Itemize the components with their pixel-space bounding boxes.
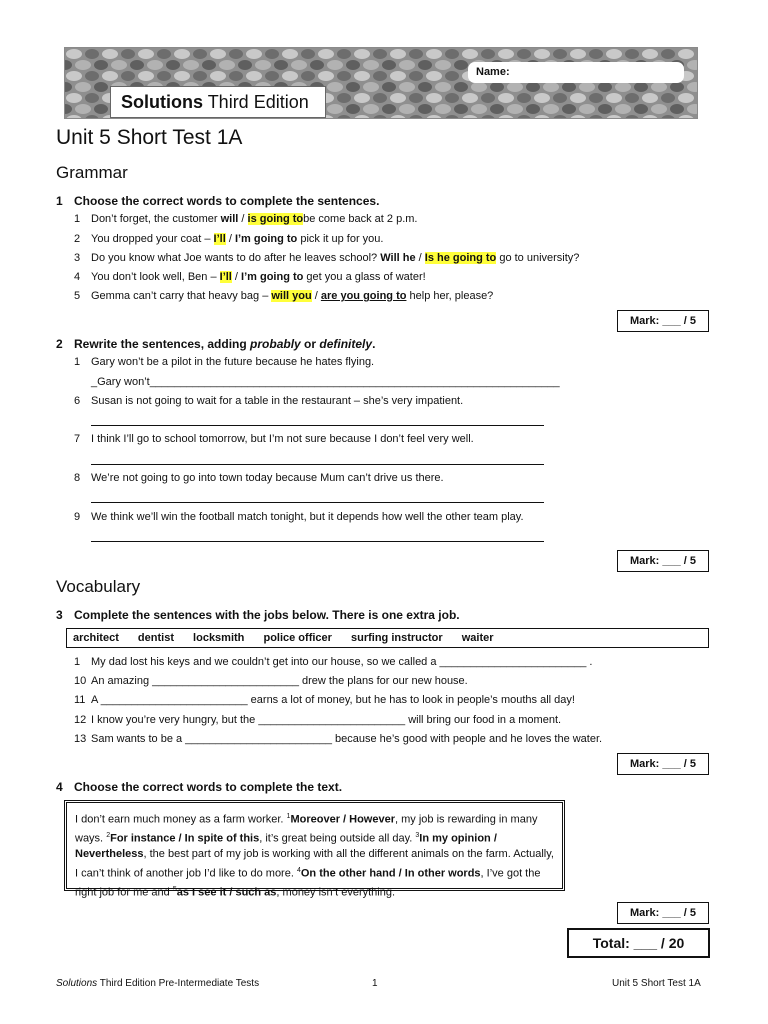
- word-bank-item: surfing instructor: [351, 632, 443, 644]
- q2-item: 7 I think I’ll go to school tomorrow, but I’m not sure because I don’t feel very well.: [74, 433, 474, 445]
- question-3-instruction: 3 Complete the sentences with the jobs below. There is one extra job.: [56, 608, 460, 622]
- q1-item: 3 Do you know what Joe wants to do after he leaves school? Will he / Is he going to go to university?: [74, 252, 580, 264]
- q1-item: 5 Gemma can’t carry that heavy bag – will you / are you going to help her, please?: [74, 290, 494, 302]
- answer-line[interactable]: [91, 540, 544, 542]
- word-bank: [66, 628, 709, 648]
- brand-logo: Solutions Third Edition: [110, 86, 326, 118]
- q2-item: 9 We think we’ll win the football match tonight, but it depends how well the other team play.: [74, 511, 524, 523]
- reading-text-box: I don’t earn much money as a farm worker. $^1$Moreover / However, my job is rewarding in many ways. $^2$For instance / In spite of this, it’s great being outside all day. $^3$In my opinion / Nevertheless, the best part of my job is working with all the different animals on the farm. Actually, I can’t think of another job I’d like to do more. $^4$On the other hand / In other words, I’ve got the right job for me and $^5$as I see it / such as, money isn’t everything.: [64, 800, 565, 891]
- name-field[interactable]: [468, 62, 684, 83]
- mark-box-q2: Mark: ___ / 5: [617, 550, 709, 572]
- name-label: Name:: [476, 66, 510, 78]
- word-bank-item: police officer: [263, 632, 332, 644]
- footer-page-number: 1: [372, 978, 378, 989]
- q2-item: 8 We’re not going to go into town today because Mum can’t drive us there.: [74, 472, 444, 484]
- q3-item: 10 An amazing ________________________ drew the plans for our new house.: [74, 675, 468, 687]
- q1-item: 4 You don’t look well, Ben – I’ll / I’m going to get you a glass of water!: [74, 271, 426, 283]
- mark-box-q1: Mark: ___ / 5: [617, 310, 709, 332]
- total-score-box: Total: ___ / 20: [567, 928, 710, 958]
- answer-line[interactable]: [91, 501, 544, 503]
- q2-answer-example: _Gary won’t___________________________________________________________________: [91, 376, 560, 388]
- mark-box-q4: Mark: ___ / 5: [617, 902, 709, 924]
- q1-item: 1 Don’t forget, the customer will / is going tobe come back at 2 p.m.: [74, 213, 418, 225]
- question-2-instruction: 2 Rewrite the sentences, adding probably or definitely.: [56, 337, 376, 351]
- q1-item: 2 You dropped your coat – I’ll / I’m going to pick it up for you.: [74, 233, 384, 245]
- mark-box-q3: Mark: ___ / 5: [617, 753, 709, 775]
- page-title: Unit 5 Short Test 1A: [56, 126, 243, 149]
- grammar-heading: Grammar: [56, 163, 128, 182]
- q3-item: 1 My dad lost his keys and we couldn’t get into our house, so we called a ________________________ .: [74, 656, 593, 668]
- question-4-instruction: 4 Choose the correct words to complete the text.: [56, 780, 343, 794]
- q2-item: 6 Susan is not going to wait for a table in the restaurant – she’s very impatient.: [74, 395, 464, 407]
- question-1-instruction: 1 Choose the correct words to complete the sentences.: [56, 194, 380, 208]
- word-bank-item: dentist: [137, 632, 174, 644]
- word-bank-item: architect: [73, 632, 119, 644]
- footer-right: Unit 5 Short Test 1A: [612, 978, 701, 989]
- q3-item: 12 I know you’re very hungry, but the ________________________ will bring our food in a moment.: [74, 714, 562, 726]
- q2-item: 1 Gary won’t be a pilot in the future because he hates flying.: [74, 356, 375, 368]
- answer-line[interactable]: [91, 424, 544, 426]
- word-bank-item: locksmith: [193, 632, 245, 644]
- answer-line[interactable]: [91, 463, 544, 465]
- word-bank-item: waiter: [461, 632, 494, 644]
- footer-left: Solutions Third Edition Pre-Intermediate Tests: [56, 978, 260, 989]
- vocabulary-heading: Vocabulary: [56, 577, 141, 596]
- q3-item: 11 A ________________________ earns a lot of money, but he has to look in people’s mouths all day!: [74, 694, 575, 706]
- q3-item: 13 Sam wants to be a ________________________ because he’s good with people and he loves the water.: [74, 733, 603, 745]
